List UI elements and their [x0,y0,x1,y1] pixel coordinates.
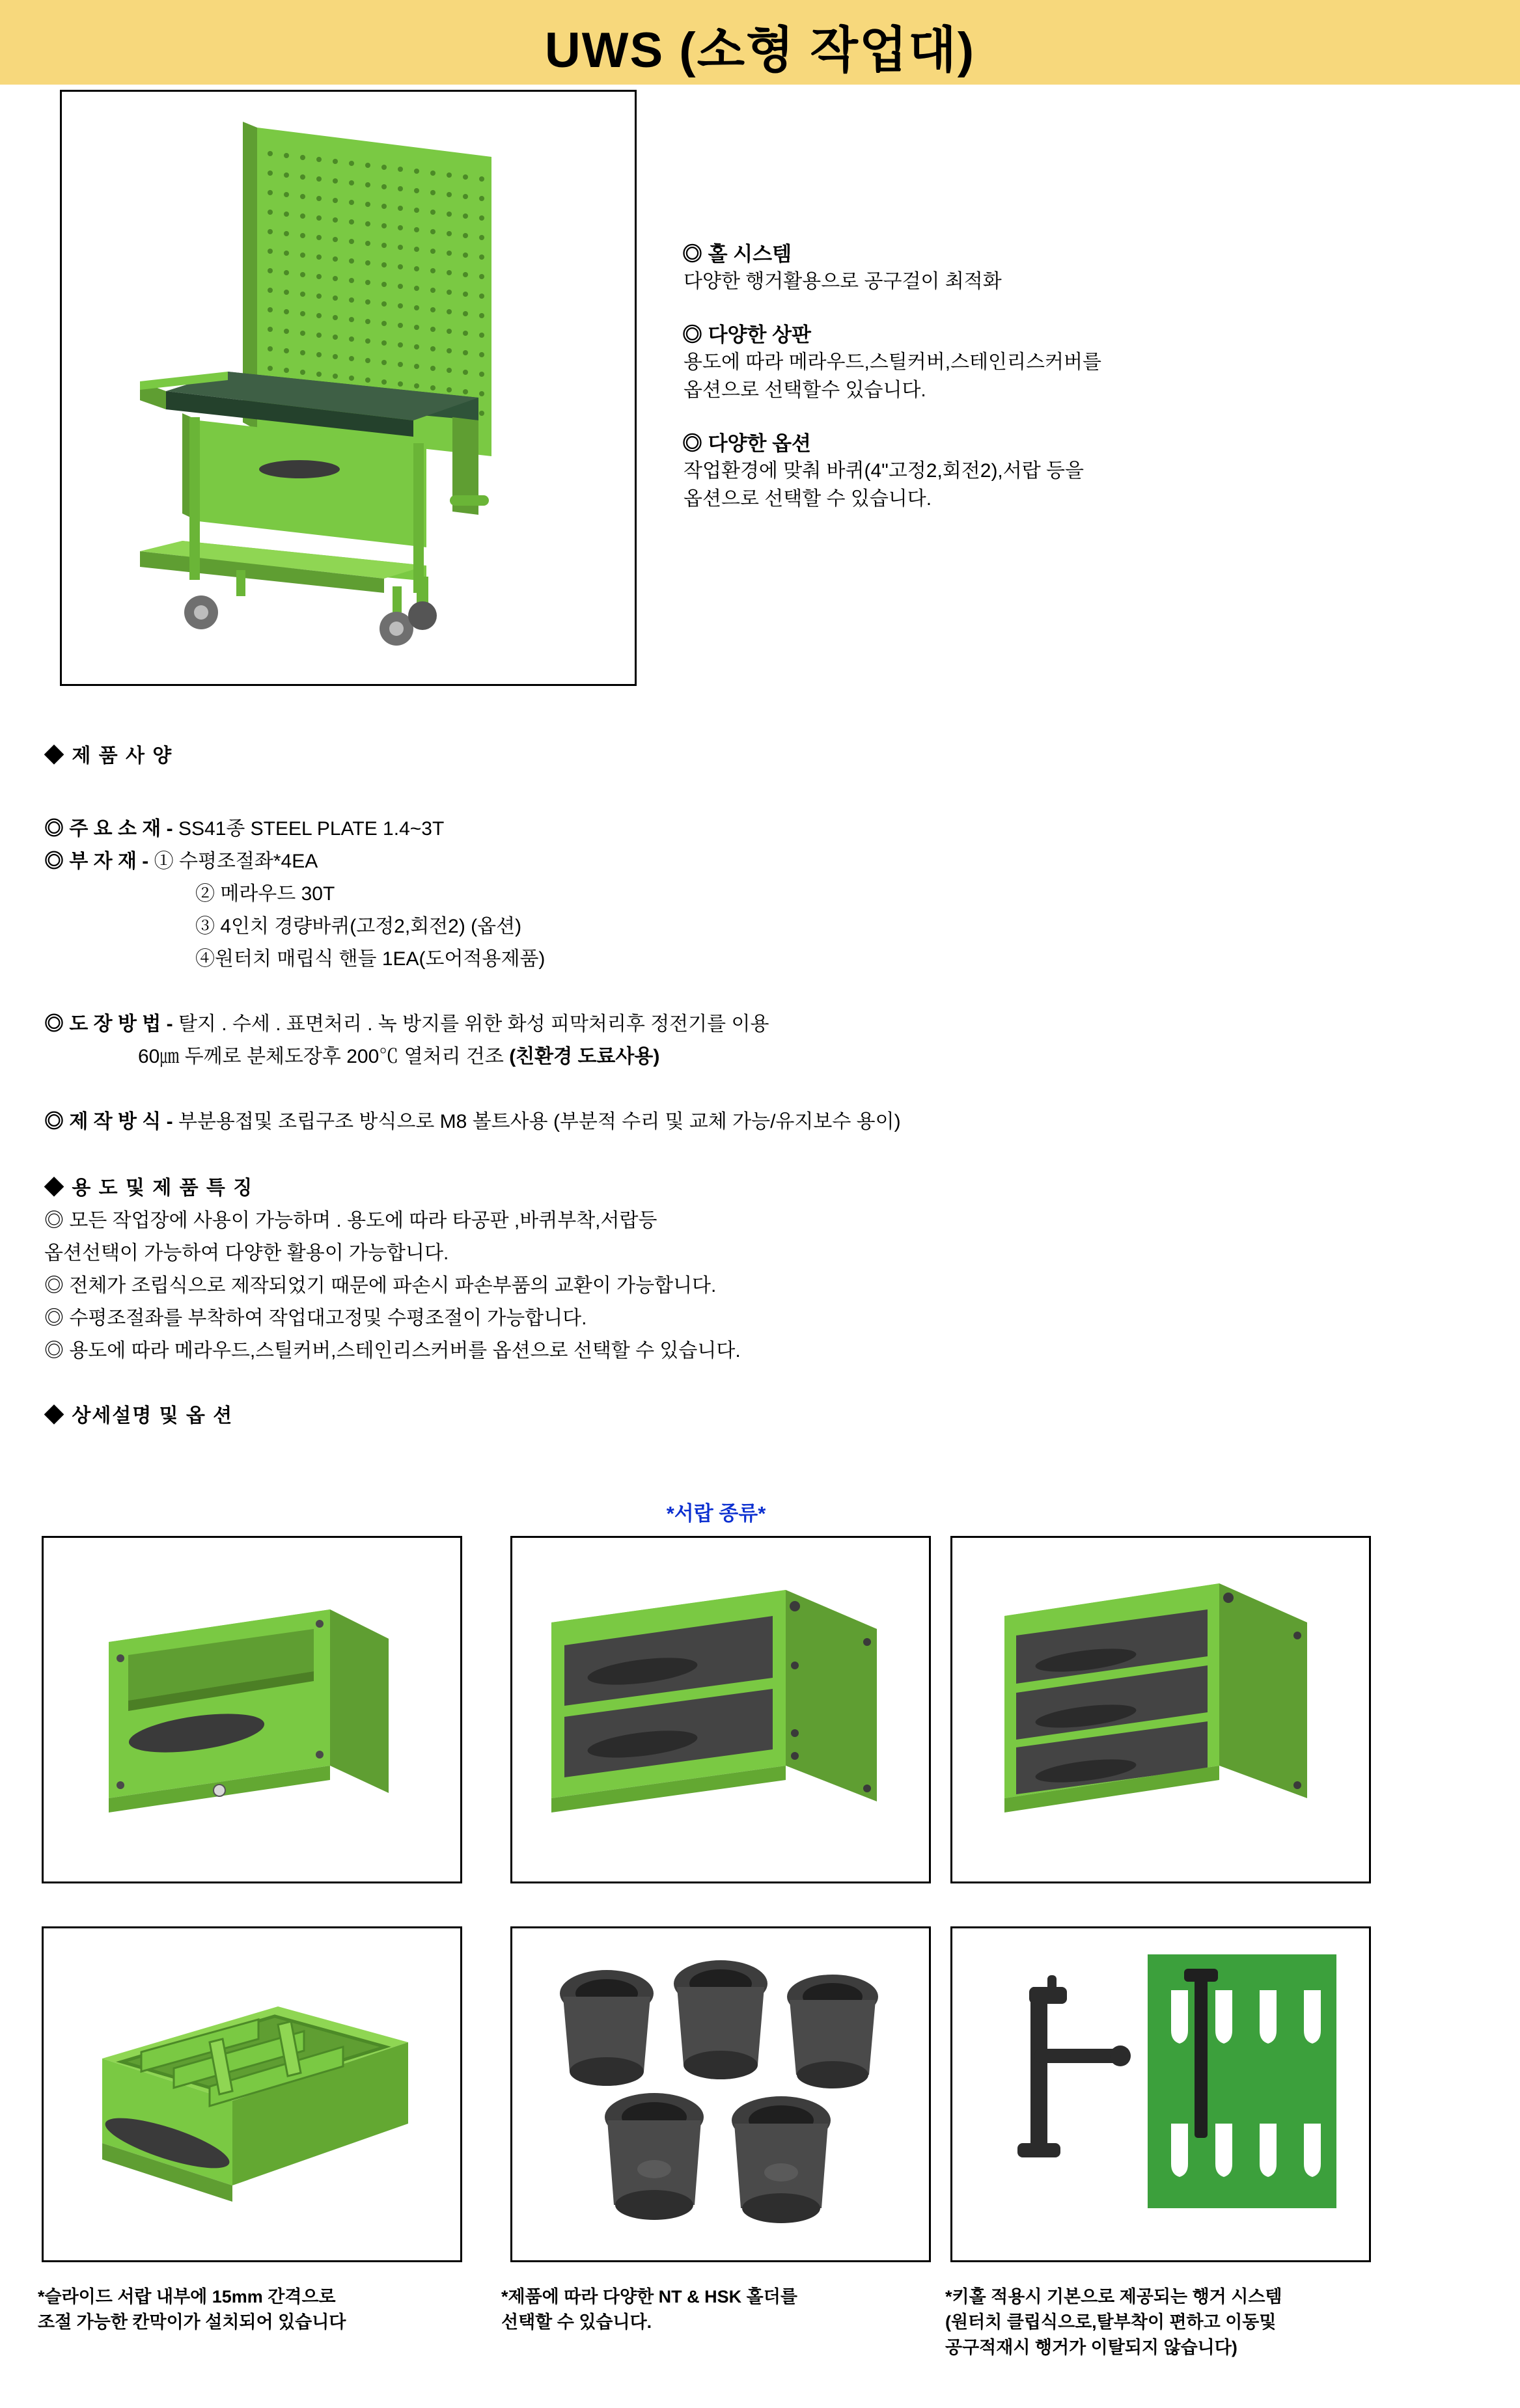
photo-drawer-single [42,1536,462,1883]
caption-line: 공구적재시 행거가 이탈되지 않습니다) [945,2338,1237,2358]
drawer-3-illustration [952,1538,1365,1878]
page-title: UWS (소형 작업대) [544,23,976,78]
spec-sub-item: ② 메라우드 30T [195,883,335,905]
spec-value: SS41종 STEEL PLATE 1.4~3T [178,818,445,840]
feature-title: ◎ 다양한 옵션 [682,432,811,456]
spec-paint-line2-plain: 60㎛ 두께로 분체도장후 200℃ 열처리 건조 [138,1046,510,1067]
hero-product-image [60,90,637,686]
caption-line: *제품에 따라 다양한 NT & HSK 홀더를 [501,2287,797,2306]
workbench-illustration [62,92,631,680]
feature-title: ◎ 홀 시스템 [682,243,792,266]
usage-line: ◎ 모든 작업장에 사용이 가능하며 . 용도에 따라 타공판 ,바퀴부착,서랍등 [44,1210,657,1231]
usage-line: ◎ 전체가 조립식으로 제작되었기 때문에 파손시 파손부품의 교환이 가능합니다. [44,1275,717,1296]
spec-sub-item: ④원터치 매립식 핸들 1EA(도어적용제품) [195,948,546,970]
spec-sub-item: ③ 4인치 경량바퀴(고정2,회전2) (옵션) [195,916,522,937]
spec-paint-line2 [138,1040,659,1069]
feature-line: 옵션으로 선택할 수 있습니다. [684,487,932,510]
usage-line: ◎ 수평조절좌를 부착하여 작업대고정및 수평조절이 가능합니다. [44,1307,587,1329]
caption-line: *키홀 적용시 기본으로 제공되는 행거 시스템 [945,2287,1282,2306]
photo-hanger-system [950,1926,1371,2262]
usage-line: ◎ 용도에 따라 메라우드,스틸커버,스테인리스커버를 옵션으로 선택할 수 있습니다. [44,1340,741,1361]
caption-line: 조절 가능한 칸막이가 설치되어 있습니다 [38,2312,346,2333]
spec-row-manufacture [44,1105,901,1134]
spec-section-heading: ◆ 제 품 사 양 [44,745,173,767]
caption-hanger [945,2284,1466,2360]
caption-dividers [38,2284,493,2335]
spec-paint-line2-bold: (친환경 도료사용) [509,1046,660,1067]
spec-value: ① 수평조절좌*4EA [154,851,318,872]
spec-label: ◎ 주 요 소 재 - [44,818,173,840]
caption-line: (원터치 클립식으로,탈부착이 편하고 이동및 [945,2312,1277,2333]
feature-item [682,241,1450,295]
feature-list [682,241,1450,540]
photo-drawer-double [510,1536,931,1883]
spec-value: 부분용접및 조립구조 방식으로 M8 볼트사용 (부분적 수리 및 교체 가능/유지보수 용이) [178,1111,901,1132]
feature-line: 옵션으로 선택할수 있습니다. [684,379,926,401]
drawer-types-label: *서랍 종류* [666,1502,766,1525]
nt-hsk-holder-illustration [512,1928,925,2256]
spec-row-paint [44,1007,769,1036]
keyhole-hanger-illustration [952,1928,1365,2256]
spec-label: ◎ 도 장 방 법 - [44,1013,173,1035]
caption-line: *슬라이드 서랍 내부에 15mm 간격으로 [38,2287,336,2306]
usage-section-heading: ◆ 용 도 및 제 품 특 징 [44,1177,254,1199]
caption-holders [501,2284,931,2335]
divider-drawer-illustration [44,1928,456,2256]
spec-label: ◎ 부 자 재 - [44,851,149,872]
spec-row-subparts [44,845,318,873]
spec-value: 탈지 . 수세 . 표면처리 . 녹 방지를 위한 화성 피막처리후 정전기를 이용 [178,1013,769,1035]
spec-row-material [44,812,444,841]
feature-item [682,430,1450,513]
feature-line: 용도에 따라 메라우드,스틸커버,스테인리스커버를 [684,351,1101,374]
drawer-1-illustration [44,1538,456,1878]
photo-drawer-dividers [42,1926,462,2262]
photo-drawer-triple [950,1536,1371,1883]
feature-title: ◎ 다양한 상판 [682,323,811,347]
feature-line: 작업환경에 맞춰 바퀴(4"고정2,회전2),서랍 등을 [684,460,1085,482]
usage-line: 옵션선택이 가능하여 다양한 활용이 가능합니다. [44,1242,449,1264]
feature-line: 다양한 행거활용으로 공구걸이 최적화 [684,270,1002,292]
photo-tool-holders [510,1926,931,2262]
caption-line: 선택할 수 있습니다. [501,2312,652,2333]
spec-label: ◎ 제 작 방 식 - [44,1111,173,1132]
feature-item [682,322,1450,404]
drawer-2-illustration [512,1538,925,1878]
detail-section-heading: ◆ 상세설명 및 옵 션 [44,1405,234,1427]
